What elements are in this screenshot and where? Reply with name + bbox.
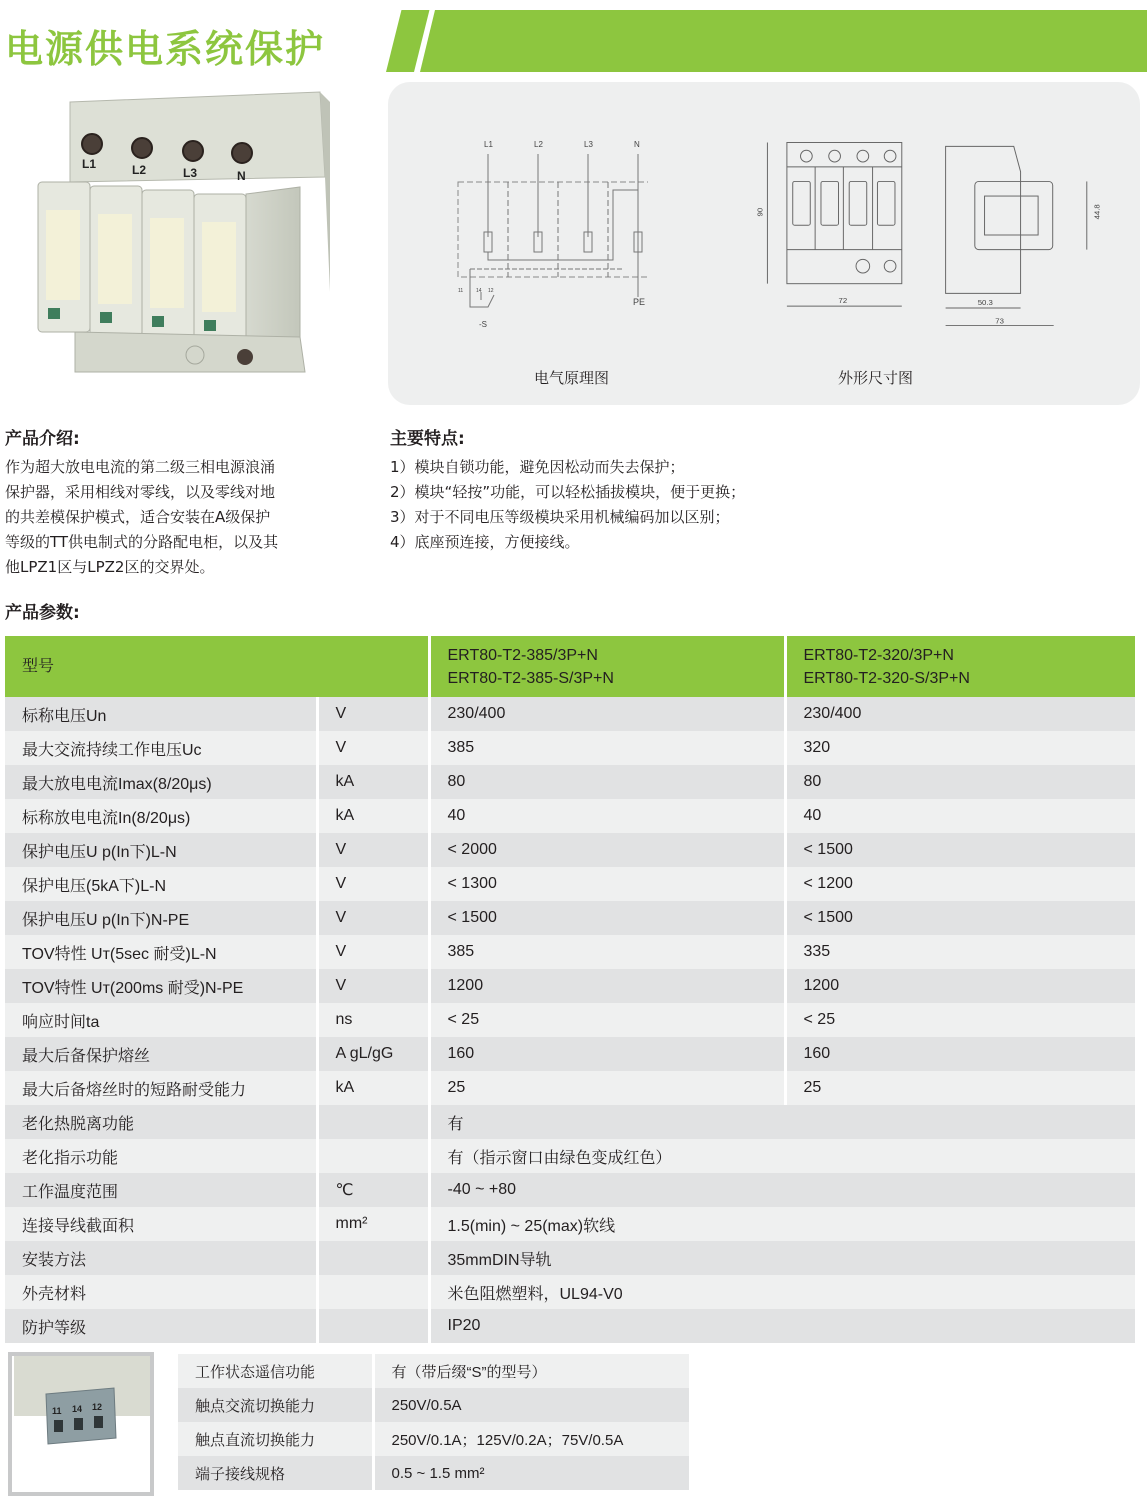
relay-param-name: 触点交流切换能力: [178, 1388, 373, 1422]
param-name: 工作温度范围: [5, 1173, 317, 1207]
param-unit: V: [317, 731, 429, 765]
param-unit: [317, 1105, 429, 1139]
relay-param-value: 有（带后缀“S”的型号）: [373, 1354, 691, 1388]
dimension-drawing: [746, 130, 1116, 340]
param-value-b: 40: [785, 799, 1137, 833]
param-unit: [317, 1309, 429, 1343]
relay-param-name: 触点直流切换能力: [178, 1422, 373, 1456]
svg-text:12: 12: [92, 1402, 103, 1412]
param-value-a: 160: [429, 1037, 785, 1071]
intro-heading: 产品介绍:: [5, 429, 80, 449]
table-row: [178, 1354, 691, 1388]
svg-text:14: 14: [72, 1404, 83, 1414]
feature-item: 1）模块自锁功能，避免因松动而失去保护；: [390, 458, 685, 476]
table-row: [5, 1309, 1137, 1343]
param-value-a: 80: [429, 765, 785, 799]
spec-table: [5, 636, 1138, 1343]
param-value-a: 385: [429, 731, 785, 765]
param-name: 保护电压U p(In下)L-N: [5, 833, 317, 867]
table-row: [5, 969, 1137, 1003]
table-row: [178, 1422, 691, 1456]
param-name: 响应时间ta: [5, 1003, 317, 1037]
table-row: [5, 901, 1137, 935]
relay-terminal-photo: [8, 1352, 154, 1496]
param-value-b: 230/400: [785, 697, 1137, 731]
svg-text:L1: L1: [82, 157, 97, 171]
table-row: [5, 1003, 1137, 1037]
svg-text:N: N: [634, 140, 640, 149]
relay-param-value: 0.5 ~ 1.5 mm²: [373, 1456, 691, 1490]
table-row: [5, 1105, 1137, 1139]
param-value-b: 25: [785, 1071, 1137, 1105]
table-row: [5, 765, 1137, 799]
param-name: 最大后备熔丝时的短路耐受能力: [5, 1071, 317, 1105]
params-heading: 产品参数:: [5, 603, 80, 623]
electrical-schematic: [448, 137, 648, 337]
param-unit: V: [317, 697, 429, 731]
relay-param-value: 250V/0.5A: [373, 1388, 691, 1422]
param-name: 防护等级: [5, 1309, 317, 1343]
param-value-b: 320: [785, 731, 1137, 765]
svg-text:N: N: [237, 169, 246, 183]
param-value-b: 335: [785, 935, 1137, 969]
param-unit: A gL/gG: [317, 1037, 429, 1071]
param-value: 有: [429, 1105, 1137, 1139]
param-name: 安装方法: [5, 1241, 317, 1275]
svg-text:50.3: 50.3: [977, 298, 993, 308]
param-name: 最大放电电流Imax(8/20μs): [5, 765, 317, 799]
table-row: [5, 1173, 1137, 1207]
param-unit: ns: [317, 1003, 429, 1037]
product-photo: [30, 82, 340, 392]
param-value-a: < 1500: [429, 901, 785, 935]
param-unit: V: [317, 935, 429, 969]
param-name: 标称放电电流In(8/20μs): [5, 799, 317, 833]
param-name: TOV特性 Uт(5sec 耐受)L-N: [5, 935, 317, 969]
relay-param-value: 250V/0.1A；125V/0.2A；75V/0.5A: [373, 1422, 691, 1456]
param-unit: kA: [317, 1071, 429, 1105]
table-row: [5, 935, 1137, 969]
svg-text:44.8: 44.8: [1092, 204, 1102, 220]
intro-text: 作为超大放电电流的第二级三相电源浪涌 保护器，采用相线对零线，以及零线对地 的共差模保护模式，适合安装在A级保护 等级的TT供电制式的分路配电柜，以及其 他LPZ1区与LPZ2区的交界处。: [5, 458, 279, 576]
param-value-a: < 2000: [429, 833, 785, 867]
param-unit: mm²: [317, 1207, 429, 1241]
param-name: 老化指示功能: [5, 1139, 317, 1173]
param-value: 有（指示窗口由绿色变成红色）: [429, 1139, 1137, 1173]
table-row: [5, 731, 1137, 765]
dimension-caption: 外形尺寸图: [838, 369, 914, 387]
header-accent-bar: [420, 10, 1147, 72]
table-row: [5, 867, 1137, 901]
table-row: [5, 1241, 1137, 1275]
param-unit: V: [317, 867, 429, 901]
diagram-panel: [388, 82, 1140, 405]
table-header: 型号 ERT80-T2-385/3P+N ERT80-T2-385-S/3P+N ERT80-T2-320/3P+N ERT80-T2-320-S/3P+N: [5, 636, 1137, 697]
param-unit: V: [317, 901, 429, 935]
svg-text:L3: L3: [183, 166, 198, 180]
param-unit: V: [317, 969, 429, 1003]
param-name: 保护电压U p(In下)N-PE: [5, 901, 317, 935]
param-value-a: < 1300: [429, 867, 785, 901]
param-value: 1.5(min) ~ 25(max)软线: [429, 1207, 1137, 1241]
param-unit: ℃: [317, 1173, 429, 1207]
svg-text:L1: L1: [484, 140, 493, 149]
table-row: [5, 1037, 1137, 1071]
table-row: [5, 1207, 1137, 1241]
param-name: 标称电压Un: [5, 697, 317, 731]
param-value-b: < 1200: [785, 867, 1137, 901]
param-name: 老化热脱离功能: [5, 1105, 317, 1139]
svg-text:PE: PE: [633, 297, 646, 307]
table-row: [178, 1388, 691, 1422]
param-value-a: 385: [429, 935, 785, 969]
param-value: 35mmDIN导轨: [429, 1241, 1137, 1275]
table-row: [5, 1071, 1137, 1105]
param-value-b: 1200: [785, 969, 1137, 1003]
param-name: 最大后备保护熔丝: [5, 1037, 317, 1071]
param-unit: [317, 1139, 429, 1173]
param-name: 保护电压(5kA下)L-N: [5, 867, 317, 901]
svg-text:L3: L3: [584, 140, 593, 149]
svg-text:-S: -S: [479, 320, 487, 329]
param-name: 外壳材料: [5, 1275, 317, 1309]
relay-param-name: 工作状态遥信功能: [178, 1354, 373, 1388]
param-value: 米色阻燃塑料，UL94-V0: [429, 1275, 1137, 1309]
table-row: [5, 1139, 1137, 1173]
param-unit: V: [317, 833, 429, 867]
param-value-a: 40: [429, 799, 785, 833]
table-row: [5, 833, 1137, 867]
param-value: -40 ~ +80: [429, 1173, 1137, 1207]
table-row: [5, 1275, 1137, 1309]
param-unit: [317, 1275, 429, 1309]
svg-text:L2: L2: [534, 140, 543, 149]
relay-param-name: 端子接线规格: [178, 1456, 373, 1490]
param-value-b: 160: [785, 1037, 1137, 1071]
feature-item: 4）底座预连接，方便接线。: [390, 533, 580, 551]
svg-text:11: 11: [458, 288, 464, 294]
relay-table: [178, 1354, 692, 1490]
table-row: [178, 1456, 691, 1490]
param-value-b: < 1500: [785, 833, 1137, 867]
schematic-caption: 电气原理图: [534, 369, 610, 387]
table-row: [5, 799, 1137, 833]
param-unit: [317, 1241, 429, 1275]
svg-text:12: 12: [488, 288, 494, 294]
svg-text:14: 14: [476, 288, 482, 294]
param-name: 连接导线截面积: [5, 1207, 317, 1241]
param-value-a: < 25: [429, 1003, 785, 1037]
param-value-a: 230/400: [429, 697, 785, 731]
param-value-a: 25: [429, 1071, 785, 1105]
feature-item: 2）模块“轻按”功能，可以轻松插拔模块，便于更换；: [390, 483, 746, 501]
param-value-a: 1200: [429, 969, 785, 1003]
svg-text:90: 90: [755, 207, 765, 217]
features-heading: 主要特点:: [390, 429, 465, 449]
param-value-b: 80: [785, 765, 1137, 799]
param-name: 最大交流持续工作电压Uc: [5, 731, 317, 765]
param-name: TOV特性 Uт(200ms 耐受)N-PE: [5, 969, 317, 1003]
svg-text:11: 11: [52, 1406, 62, 1416]
svg-text:L2: L2: [132, 163, 147, 177]
feature-item: 3）对于不同电压等级模块采用机械编码加以区别；: [390, 508, 730, 526]
param-value-b: < 1500: [785, 901, 1137, 935]
svg-text:72: 72: [838, 296, 848, 306]
param-unit: kA: [317, 765, 429, 799]
svg-text:73: 73: [995, 316, 1004, 326]
param-unit: kA: [317, 799, 429, 833]
param-value-b: < 25: [785, 1003, 1137, 1037]
features-list: [390, 455, 745, 555]
page-title: 电源供电系统保护: [5, 27, 326, 71]
param-value: IP20: [429, 1309, 1137, 1343]
table-row: [5, 697, 1137, 731]
